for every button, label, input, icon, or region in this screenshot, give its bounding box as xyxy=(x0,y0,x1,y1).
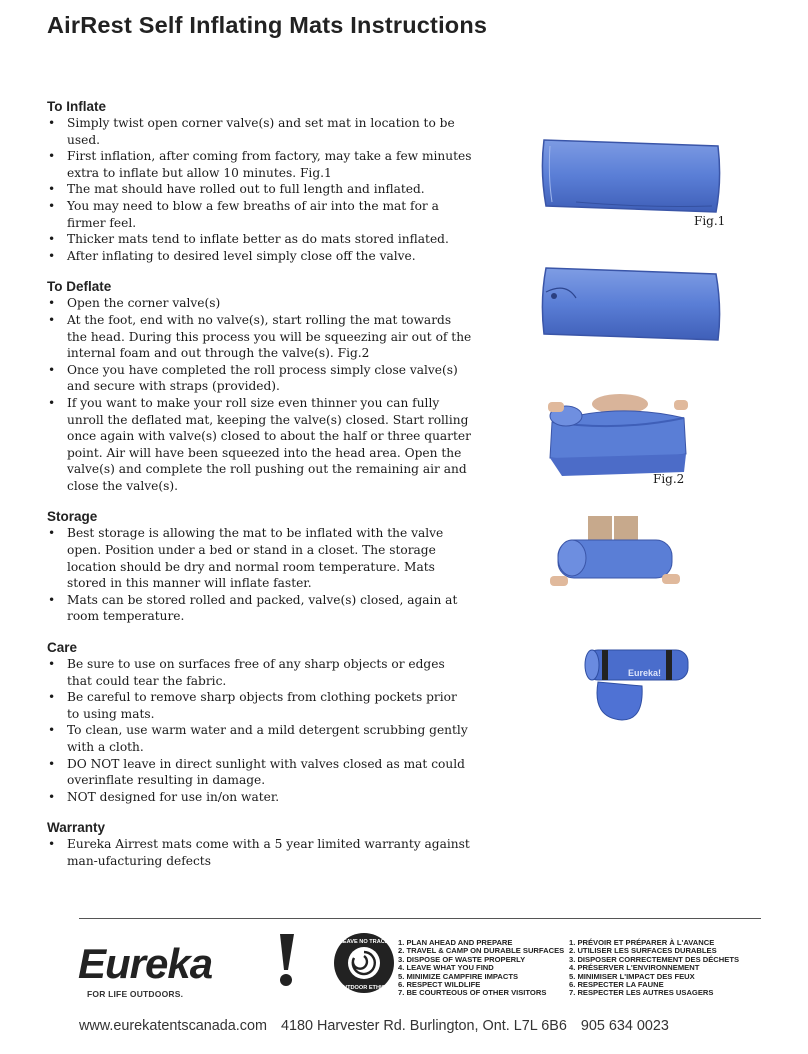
section-heading: To Deflate xyxy=(47,279,112,295)
principle-item: 6. RESPECTER LA FAUNE xyxy=(569,980,664,990)
list-item: • First inflation, after coming from factory, may take a few minutes extra to inflate but allow 10 minutes. Fig.1 xyxy=(47,148,472,181)
list-item: • Be sure to use on surfaces free of any sharp objects or edges that could tear the fabric. xyxy=(47,656,472,689)
list-item: • Be careful to remove sharp objects from clothing pockets prior to using mats. xyxy=(47,689,472,722)
fig1-label: Fig.1 xyxy=(694,214,726,228)
list-item: • Open the corner valve(s) xyxy=(47,295,472,312)
principle-item: 1. PRÉVOIR ET PRÉPARER À L'AVANCE xyxy=(569,938,715,947)
list-item: • Best storage is allowing the mat to be inflated with the valve open. Position under a bed or stand in a closet. The storage location should be dry and normal room temperature. Mats stored in this manner will inflate faster. xyxy=(47,525,472,591)
logo-wordmark: Eureka xyxy=(78,940,213,987)
principle-item: 2. UTILISER LES SURFACES DURABLES xyxy=(569,946,717,956)
principle-item: 3. DISPOSER CORRECTEMENT DES DÉCHETS xyxy=(569,954,740,964)
principle-item: 4. LEAVE WHAT YOU FIND xyxy=(398,963,494,973)
bullet-list xyxy=(47,295,472,494)
list-item: • Simply twist open corner valve(s) and set mat in location to be used. xyxy=(47,115,472,148)
mat-packed-photo xyxy=(582,646,692,722)
section-heading: Warranty xyxy=(47,820,106,836)
leave-no-trace-badge xyxy=(333,932,395,994)
list-item: • You may need to blow a few breaths of air into the mat for a firmer feel. xyxy=(47,198,472,231)
section-heading: Storage xyxy=(47,509,98,525)
list-item: • If you want to make your roll size even thinner you can fully unroll the deflated mat, keeping the valve(s) closed. Start rolling once again with valve(s) closed to about the half or three quarter point. Air will have been squeezed into the head area. Open the valve(s) and complete the roll pushing out the remaining air and close the valve(s). xyxy=(47,395,472,495)
list-item: • Mats can be stored rolled and packed, valve(s) closed, again at room temperature. xyxy=(47,592,472,625)
principle-item: 5. MINIMIZE CAMPFIRE IMPACTS xyxy=(398,971,519,981)
mat-rolling-photo xyxy=(546,392,691,480)
list-item: • To clean, use warm water and a mild detergent scrubbing gently with a cloth. xyxy=(47,722,472,755)
section-heading: To Inflate xyxy=(47,99,106,114)
principle-item: 4. PRÉSERVER L'ENVIRONNEMENT xyxy=(569,963,700,973)
section-to-deflate xyxy=(47,278,472,494)
phone: 905 634 0023 xyxy=(580,1018,669,1034)
section-storage xyxy=(47,508,472,625)
principle-item: 1. PLAN AHEAD AND PREPARE xyxy=(398,938,513,947)
principle-item: 2. TRAVEL & CAMP ON DURABLE SURFACES xyxy=(398,946,565,956)
bullet-list xyxy=(47,836,472,869)
section-warranty xyxy=(47,819,472,869)
bag-print-text: Eureka! xyxy=(628,668,662,678)
section-to-inflate xyxy=(47,98,472,264)
list-item: • NOT designed for use in/on water. xyxy=(47,789,472,806)
principles-french xyxy=(569,939,739,998)
instructions-content xyxy=(47,98,472,884)
principles-english xyxy=(398,939,564,998)
principle-item: 5. MINIMISER L'IMPACT DES FEUX xyxy=(569,971,695,981)
principle-item: 7. BE COURTEOUS OF OTHER VISITORS xyxy=(398,988,547,998)
mat-deflating-photo xyxy=(536,262,724,346)
list-item: • The mat should have rolled out to full length and inflated. xyxy=(47,181,472,198)
list-item: • After inflating to desired level simply close off the valve. xyxy=(47,248,472,265)
mat-inflated-photo xyxy=(536,132,724,216)
footer-divider xyxy=(79,918,761,919)
list-item: • Thicker mats tend to inflate better as do mats stored inflated. xyxy=(47,231,472,248)
badge-top-text: LEAVE NO TRACE xyxy=(339,939,389,945)
address: 4180 Harvester Rd. Burlington, Ont. L7L 6B6 xyxy=(280,1018,567,1034)
principle-item: 3. DISPOSE OF WASTE PROPERLY xyxy=(398,954,526,964)
bullet-list xyxy=(47,115,472,264)
tagline: FOR LIFE OUTDOORS. xyxy=(87,989,184,999)
principle-item: 6. RESPECT WILDLIFE xyxy=(398,980,481,990)
exclamation-icon xyxy=(274,932,298,994)
website-link[interactable]: www.eurekatentscanada.com xyxy=(79,1018,267,1034)
page-title: AirRest Self Inflating Mats Instructions xyxy=(47,12,488,38)
bullet-list xyxy=(47,656,472,805)
mat-rolled-kneel-photo xyxy=(550,516,682,588)
list-item: • Once you have completed the roll process simply close valve(s) and secure with straps (provided). xyxy=(47,362,472,395)
footer-contact xyxy=(79,1018,683,1034)
section-care xyxy=(47,639,472,805)
bullet-list xyxy=(47,525,472,625)
list-item: • DO NOT leave in direct sunlight with valves closed as mat could overinflate resulting in damage. xyxy=(47,756,472,789)
fig2-label: Fig.2 xyxy=(653,472,685,486)
principle-item: 7. RESPECTER LES AUTRES USAGERS xyxy=(569,988,714,998)
list-item: • At the foot, end with no valve(s), start rolling the mat towards the head. During this process you will be squeezing air out of the internal foam and out through the valve(s). Fig.2 xyxy=(47,312,472,362)
section-heading: Care xyxy=(47,640,78,656)
badge-bottom-text: OUTDOOR ETHICS xyxy=(338,985,390,991)
list-item: • Eureka Airrest mats come with a 5 year limited warranty against man-ufacturing defects xyxy=(47,836,472,869)
